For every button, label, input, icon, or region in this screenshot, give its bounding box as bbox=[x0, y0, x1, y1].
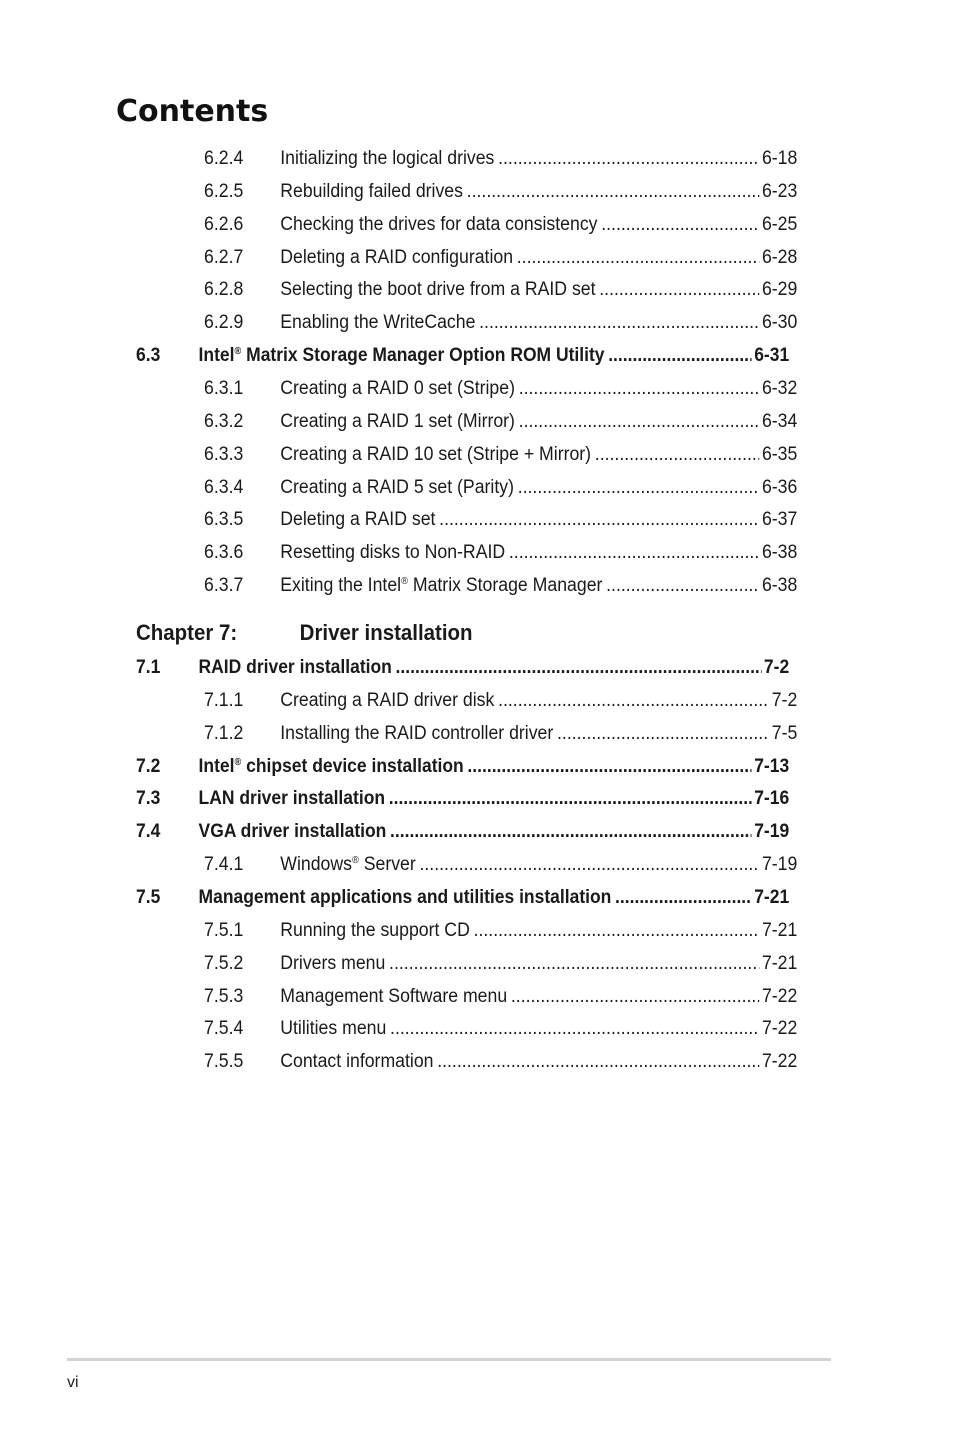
toc-entry-title-text: Creating a RAID driver disk bbox=[280, 689, 495, 711]
registered-mark: ® bbox=[351, 855, 359, 867]
toc-entry-number: 7.5.3 bbox=[204, 985, 244, 1007]
toc-entry-title bbox=[280, 214, 597, 236]
toc-entry-title-rest: Server bbox=[358, 854, 416, 876]
toc-entry-title-text: Creating a RAID 5 set (Parity) bbox=[280, 476, 514, 498]
toc-section-entry[interactable] bbox=[136, 756, 789, 778]
toc-entry-title-text: Utilities menu bbox=[280, 1018, 387, 1040]
toc-entry-title bbox=[199, 887, 612, 909]
toc-entry-number: 7.5.1 bbox=[204, 919, 244, 941]
toc-entry-title-text: Management applications and utilities installation bbox=[198, 886, 612, 908]
dot-leader bbox=[599, 279, 759, 301]
toc-entry-title bbox=[280, 279, 595, 301]
toc-subsection-entry[interactable] bbox=[204, 247, 797, 269]
toc-entry-number: 7.4 bbox=[136, 821, 161, 843]
toc-section-entry[interactable] bbox=[136, 657, 789, 679]
toc-entry-title-text: Deleting a RAID configuration bbox=[280, 246, 514, 268]
dot-leader bbox=[615, 887, 751, 909]
toc-entry-number: 6.2.9 bbox=[204, 312, 244, 334]
toc-entry-number: 6.3.1 bbox=[204, 377, 244, 399]
toc-subsection-entry[interactable] bbox=[204, 542, 797, 564]
toc-entry-title bbox=[280, 1051, 433, 1073]
toc-entry-page: 6-32 bbox=[761, 377, 798, 399]
toc-entry-page: 6-29 bbox=[761, 279, 798, 301]
page-title: Contents bbox=[116, 94, 269, 129]
toc-entry-title-text: Selecting the boot drive from a RAID set bbox=[280, 279, 596, 301]
toc-entry-number: 7.1.2 bbox=[204, 722, 244, 744]
toc-entry-title-text: Checking the drives for data consistency bbox=[280, 213, 598, 235]
dot-leader bbox=[390, 1018, 759, 1040]
dot-leader bbox=[519, 378, 759, 400]
toc-entry-title-text: Resetting disks to Non-RAID bbox=[280, 542, 506, 564]
toc-entry-page: 7-2 bbox=[763, 657, 790, 678]
toc-entry-title-text: Running the support CD bbox=[280, 919, 470, 941]
toc-entry-title bbox=[280, 509, 435, 531]
toc-subsection-entry[interactable] bbox=[204, 214, 797, 236]
registered-mark: ® bbox=[234, 756, 242, 768]
toc-entry-title-text: Deleting a RAID set bbox=[280, 509, 436, 531]
toc-subsection-entry[interactable] bbox=[204, 477, 797, 499]
toc-subsection-entry[interactable] bbox=[204, 148, 797, 170]
toc-entry-page: 7-16 bbox=[754, 788, 790, 810]
dot-leader bbox=[601, 214, 759, 236]
toc-entry-title bbox=[280, 690, 494, 712]
toc-entry-number: 7.5 bbox=[136, 886, 161, 908]
toc-entry-page: 7-2 bbox=[771, 689, 798, 711]
toc-entry-number: 6.2.8 bbox=[204, 279, 244, 301]
toc-entry-page: 6-36 bbox=[761, 476, 798, 498]
toc-entry-number: 6.3 bbox=[136, 345, 161, 367]
toc-entry-number: 7.5.4 bbox=[204, 1018, 244, 1040]
toc-subsection-entry[interactable] bbox=[204, 986, 797, 1008]
dot-leader bbox=[390, 821, 751, 843]
toc-entry-page: 6-38 bbox=[761, 542, 798, 564]
toc-subsection-entry[interactable] bbox=[204, 920, 797, 942]
toc-entry-title-text: Drivers menu bbox=[280, 952, 386, 974]
toc-entry-title bbox=[280, 378, 515, 400]
toc-entry-number: 7.1 bbox=[136, 657, 161, 678]
dot-leader bbox=[437, 1051, 759, 1073]
dot-leader bbox=[518, 477, 759, 499]
toc-entry-title bbox=[280, 181, 463, 203]
toc-entry-title-text: Windows bbox=[280, 854, 352, 876]
toc-subsection-entry[interactable] bbox=[204, 279, 797, 301]
toc-entry-number: 7.5.5 bbox=[204, 1051, 244, 1073]
dot-leader bbox=[509, 542, 759, 564]
toc-entry-page: 6-34 bbox=[761, 410, 798, 432]
toc-subsection-entry[interactable] bbox=[204, 181, 797, 203]
toc-section-entry[interactable] bbox=[136, 788, 789, 810]
toc-subsection-entry[interactable] bbox=[204, 854, 797, 876]
toc-entry-page: 6-25 bbox=[761, 213, 798, 235]
toc-section-entry[interactable] bbox=[136, 887, 789, 909]
dot-leader bbox=[474, 920, 760, 942]
dot-leader bbox=[511, 986, 759, 1008]
toc-subsection-entry[interactable] bbox=[204, 723, 797, 745]
toc-entry-title-text: LAN driver installation bbox=[198, 788, 386, 810]
toc-entry-title-text: Enabling the WriteCache bbox=[280, 312, 476, 334]
toc-entry-title-text: Intel bbox=[198, 755, 235, 777]
toc-entry-title-text: RAID driver installation bbox=[198, 657, 392, 678]
toc-entry-number: 6.3.3 bbox=[204, 443, 244, 465]
toc-entry-page: 7-21 bbox=[754, 886, 790, 908]
toc-entry-page: 7-19 bbox=[761, 854, 798, 876]
toc-entry-number: 6.3.5 bbox=[204, 509, 244, 531]
dot-leader bbox=[389, 788, 752, 810]
toc-entry-title bbox=[199, 788, 385, 810]
toc-entry-page: 7-22 bbox=[761, 985, 798, 1007]
toc-entry-page: 7-21 bbox=[761, 919, 798, 941]
footer-page-number: vi bbox=[67, 1374, 79, 1391]
toc-subsection-entry[interactable] bbox=[204, 509, 797, 531]
toc-entry-title-text: Creating a RAID 0 set (Stripe) bbox=[280, 377, 515, 399]
chapter-heading bbox=[136, 619, 473, 647]
footer-divider bbox=[67, 1358, 831, 1361]
toc-entry-title-text: Creating a RAID 1 set (Mirror) bbox=[280, 410, 515, 432]
toc-entry-number: 7.3 bbox=[136, 788, 161, 810]
toc-entry-number: 6.2.4 bbox=[204, 148, 244, 169]
toc-entry-title bbox=[280, 953, 385, 975]
toc-entry-number: 7.1.1 bbox=[204, 689, 244, 711]
toc-entry-page: 7-21 bbox=[761, 952, 798, 974]
toc-entry-title bbox=[280, 986, 507, 1008]
toc-entry-title-rest: Matrix Storage Manager Option ROM Utility bbox=[241, 345, 605, 367]
dot-leader bbox=[557, 723, 769, 745]
toc-entry-title-text: Exiting the Intel bbox=[280, 575, 402, 597]
toc-entry-title bbox=[280, 444, 591, 466]
toc-entry-title-text: VGA driver installation bbox=[198, 821, 387, 843]
toc-entry-page: 6-38 bbox=[761, 575, 798, 597]
toc-entry-title bbox=[280, 575, 602, 597]
toc-entry-title-text: Initializing the logical drives bbox=[280, 148, 495, 169]
toc-subsection-entry[interactable] bbox=[204, 411, 797, 433]
toc-subsection-entry[interactable] bbox=[204, 312, 797, 334]
toc-entry-title bbox=[280, 723, 553, 745]
toc-entry-page: 6-30 bbox=[761, 312, 798, 334]
toc-entry-page: 6-35 bbox=[761, 443, 798, 465]
toc-entry-title bbox=[199, 345, 605, 367]
registered-mark: ® bbox=[234, 346, 242, 358]
toc-entry-page: 6-18 bbox=[761, 148, 798, 169]
toc-entry-title bbox=[199, 657, 392, 679]
toc-entry-page: 7-13 bbox=[754, 755, 790, 777]
toc-entry-title bbox=[199, 756, 464, 778]
toc-entry-number: 6.3.2 bbox=[204, 410, 244, 432]
toc-entry-page: 6-23 bbox=[761, 180, 798, 202]
dot-leader bbox=[467, 181, 759, 203]
toc-entry-number: 6.2.5 bbox=[204, 180, 244, 202]
toc-entry-title bbox=[199, 821, 387, 843]
toc-entry-page: 6-31 bbox=[754, 345, 790, 367]
toc-entry-title bbox=[280, 312, 475, 334]
toc-entry-page: 6-37 bbox=[761, 509, 798, 531]
dot-leader bbox=[389, 953, 759, 975]
dot-leader bbox=[498, 690, 769, 712]
toc-entry-title bbox=[280, 477, 514, 499]
toc-subsection-entry[interactable] bbox=[204, 378, 797, 400]
toc-entry-title-rest: chipset device installation bbox=[241, 755, 464, 777]
dot-leader bbox=[595, 444, 759, 466]
toc-entry-page: 7-5 bbox=[771, 722, 798, 744]
toc-entry-title-text: Intel bbox=[198, 345, 235, 367]
toc-subsection-entry[interactable] bbox=[204, 1018, 797, 1040]
toc-entry-title-text: Rebuilding failed drives bbox=[280, 180, 463, 202]
toc-entry-number: 6.3.7 bbox=[204, 575, 244, 597]
toc-section-entry[interactable] bbox=[136, 821, 789, 843]
toc-entry-title bbox=[280, 148, 494, 170]
toc-section-entry[interactable] bbox=[136, 345, 789, 367]
toc-entry-title bbox=[280, 920, 470, 942]
dot-leader bbox=[517, 247, 759, 269]
toc-entry-title-text: Contact information bbox=[280, 1051, 434, 1073]
chapter-label: Chapter 7: bbox=[136, 620, 238, 645]
toc-entry-title bbox=[280, 542, 505, 564]
toc-subsection-entry[interactable] bbox=[204, 575, 797, 597]
toc-entry-number: 6.2.7 bbox=[204, 246, 244, 268]
chapter-title: Driver installation bbox=[299, 620, 473, 645]
dot-leader bbox=[419, 854, 759, 876]
dot-leader bbox=[498, 148, 759, 170]
dot-leader bbox=[606, 575, 759, 597]
dot-leader bbox=[439, 509, 759, 531]
registered-mark: ® bbox=[401, 576, 408, 588]
toc-entry-title-text: Creating a RAID 10 set (Stripe + Mirror) bbox=[280, 443, 592, 465]
toc-entry-page: 6-28 bbox=[761, 246, 798, 268]
toc-subsection-entry[interactable] bbox=[204, 953, 797, 975]
toc-entry-title bbox=[280, 411, 515, 433]
toc-subsection-entry[interactable] bbox=[204, 1051, 797, 1073]
toc-entry-number: 6.3.6 bbox=[204, 542, 244, 564]
toc-entry-page: 7-19 bbox=[754, 821, 790, 843]
toc-entry-page: 7-22 bbox=[761, 1051, 798, 1073]
dot-leader bbox=[479, 312, 759, 334]
dot-leader bbox=[467, 756, 751, 778]
dot-leader bbox=[396, 657, 762, 679]
toc-entry-number: 7.2 bbox=[136, 755, 161, 777]
toc-subsection-entry[interactable] bbox=[204, 690, 797, 712]
toc-subsection-entry[interactable] bbox=[204, 444, 797, 466]
toc-entry-number: 6.3.4 bbox=[204, 476, 244, 498]
toc-entry-title-rest: Matrix Storage Manager bbox=[407, 575, 603, 597]
toc-entry-number: 6.2.6 bbox=[204, 213, 244, 235]
dot-leader bbox=[519, 411, 760, 433]
dot-leader bbox=[608, 345, 751, 367]
toc-entry-number: 7.4.1 bbox=[204, 854, 244, 876]
toc-entry-title bbox=[280, 854, 416, 876]
toc-entry-number: 7.5.2 bbox=[204, 952, 244, 974]
toc-entry-title-text: Management Software menu bbox=[280, 985, 508, 1007]
toc-entry-title bbox=[280, 247, 513, 269]
toc-entry-page: 7-22 bbox=[761, 1018, 798, 1040]
toc-entry-title bbox=[280, 1018, 386, 1040]
toc-entry-title-text: Installing the RAID controller driver bbox=[280, 722, 554, 744]
